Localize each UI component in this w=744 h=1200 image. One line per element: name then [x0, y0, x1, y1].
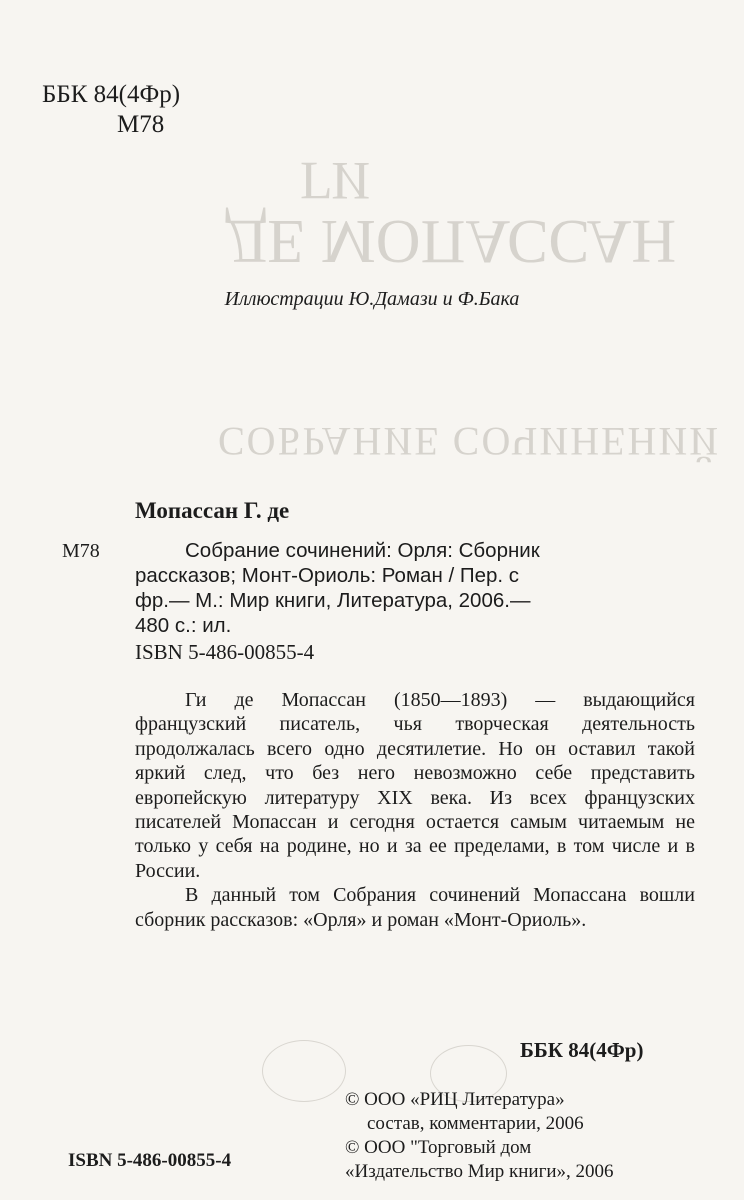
annotation-paragraph: В данный том Собрания сочинений Мопассана вошли сборник рассказов: «Орля» и роман «Монт-Ориоль». — [135, 884, 695, 931]
bbk-code: ББК 84(4Фр) — [42, 81, 181, 108]
show-through-gi: ГИ — [300, 151, 371, 211]
catalog-author-mark: М78 — [62, 540, 100, 562]
annotation — [135, 688, 695, 932]
copyright-line: © ООО "Торговый дом — [345, 1137, 532, 1158]
biblio-line: 480 с.: ил. — [135, 614, 232, 637]
illustrators-credit: Иллюстрации Ю.Дамази и Ф.Бака — [224, 288, 520, 310]
author-mark: М78 — [117, 111, 165, 138]
show-through-sobranie: СОБРАНИЕ СОЧИНЕНИЙ — [218, 419, 721, 464]
annotation-paragraph: Ги де Мопассан (1850—1893) — выдающийся французский писатель, чья творческая деятельность продолжалась всего одно десятилетие. Но он оставил такой яркий след, что без него невозможно себе представить европейскую литературу XIX века. Из всех французских писателей Мопассан и сегодня остается самым читаемым не только у себя на родине, но и за ее пределами, в том числе и в России. — [135, 689, 695, 882]
catalog-isbn: ISBN 5-486-00855-4 — [135, 640, 315, 664]
biblio-line: Собрание сочинений: Орля: Сборник — [185, 539, 540, 562]
biblio-line: рассказов; Монт-Ориоль: Роман / Пер. с — [135, 564, 520, 587]
copyright-line: «Издательство Мир книги», 2006 — [345, 1161, 614, 1182]
catalog-author: Мопассан Г. де — [135, 498, 290, 523]
copyright-line: © ООО «РИЦ Литература» — [345, 1089, 565, 1110]
bbk-classification-top — [42, 80, 180, 140]
bbk-classification-bottom: ББК 84(4Фр) — [520, 1038, 644, 1062]
bibliographic-description — [135, 538, 695, 638]
show-through-seal-left — [262, 1040, 346, 1102]
show-through-de-mopassan: ДЕ МОПАССАН — [225, 207, 677, 275]
biblio-line: фр.— М.: Мир книги, Литература, 2006.— — [135, 589, 531, 612]
isbn-bottom: ISBN 5-486-00855-4 — [68, 1150, 232, 1171]
copyright-line: состав, комментарии, 2006 — [367, 1113, 584, 1134]
copyright-block — [345, 1088, 614, 1184]
